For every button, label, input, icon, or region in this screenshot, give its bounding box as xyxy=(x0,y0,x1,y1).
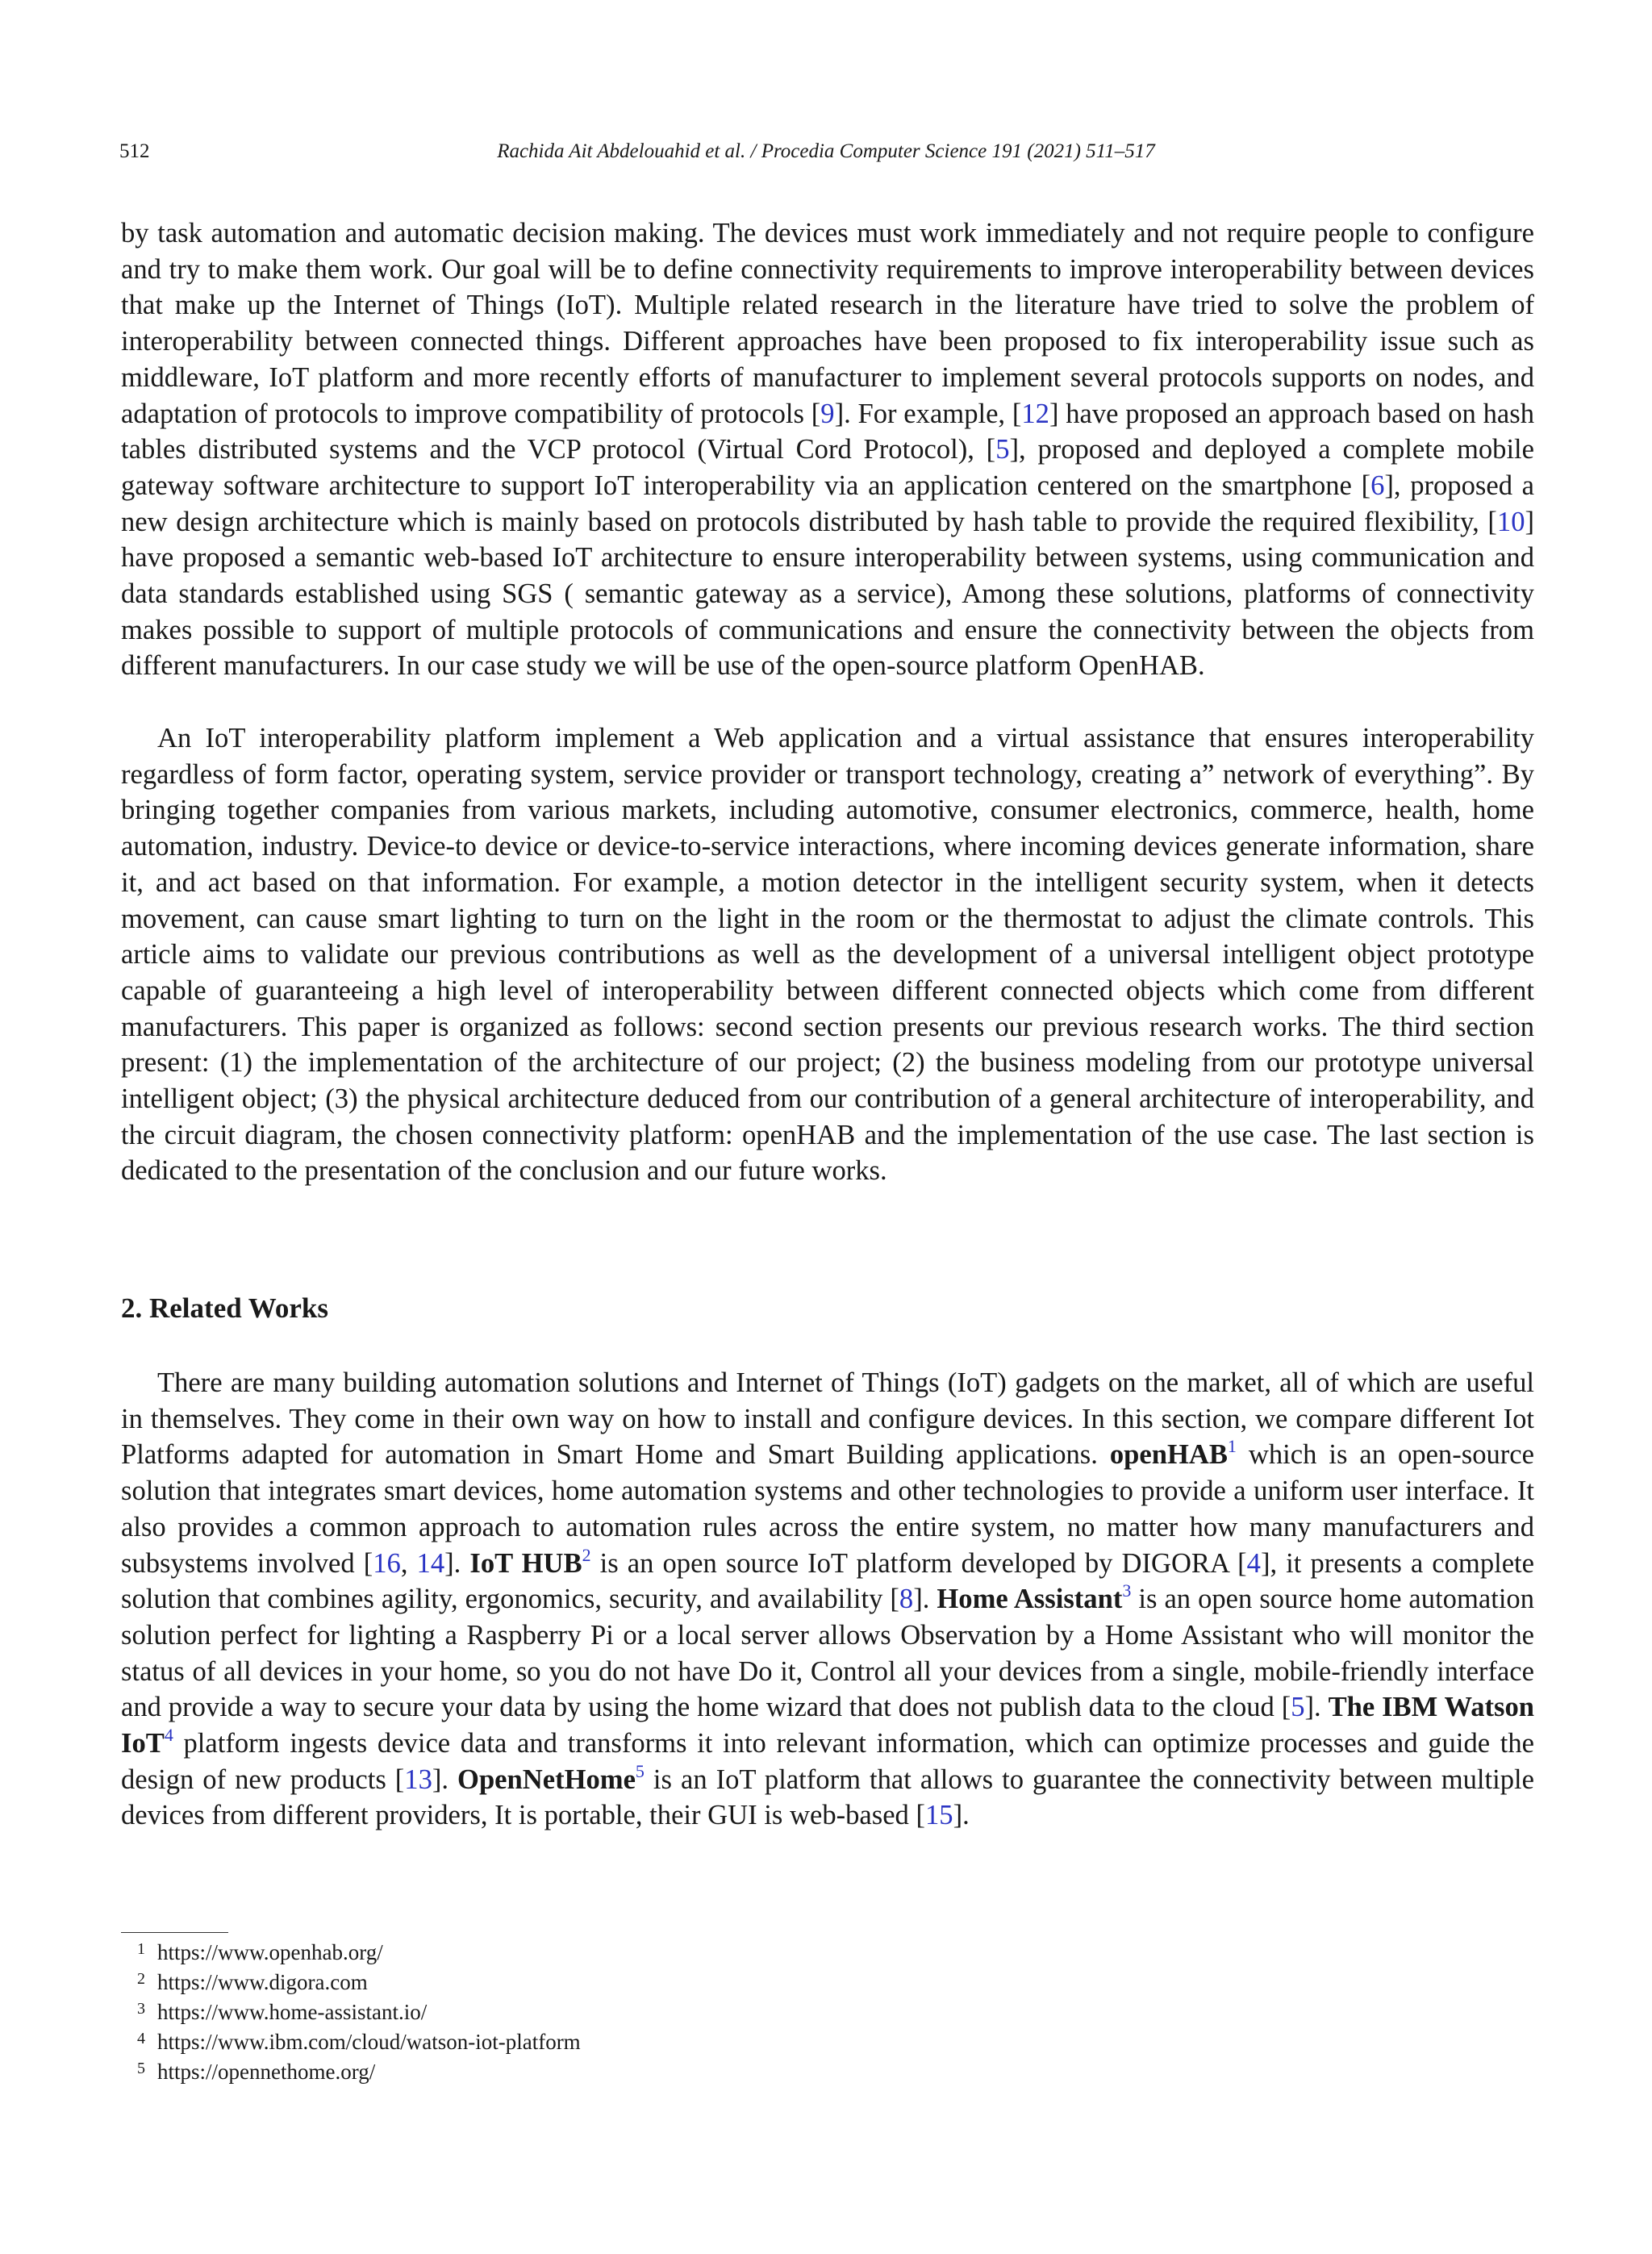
section-heading: 2. Related Works xyxy=(121,1292,328,1324)
platform-name: IoT HUB xyxy=(469,1547,582,1579)
footnote-number: 3 xyxy=(137,2000,145,2018)
footnote-number: 2 xyxy=(137,1970,145,1988)
footnote-url[interactable]: https://www.ibm.com/cloud/watson-iot-platform xyxy=(157,2030,581,2054)
text-span: ] have proposed a semantic web-based IoT architecture to ensure interoperability between systems, using communication and data standards established using SGS ( semantic gateway as a service), Among these solutions, platforms of connectivity makes possible to support of multiple protocols of communications and ensure the connectivity between the objects from different manufacturers. In our case study we will be use of the open-source platform OpenHAB. xyxy=(121,506,1534,682)
platform-name: The IBM Watson IoT xyxy=(121,1692,1534,1759)
footnote-item xyxy=(121,1997,1089,2027)
text-span: ]. For example, [ xyxy=(834,398,1022,429)
footnote-item xyxy=(121,1968,1089,1997)
footnote-item xyxy=(121,2057,1089,2087)
text-span: There are many building automation solutions and Internet of Things (IoT) gadgets on the market, all of which are useful in themselves. They come in their own way on how to install and configure devices. In this section, we compare different Iot Platforms adapted for automation in Smart Home and Smart Building applications. xyxy=(121,1367,1534,1471)
text-span: ]. xyxy=(913,1584,937,1615)
footnote-item xyxy=(121,2027,1089,2057)
text-span: is an open source IoT platform developed by DIGORA [ xyxy=(590,1547,1247,1579)
platform-name: OpenNetHome xyxy=(457,1764,636,1795)
footnote-marker[interactable]: 3 xyxy=(1122,1580,1132,1601)
citation-link[interactable]: 12 xyxy=(1021,398,1049,429)
body-paragraph-2 xyxy=(121,720,1534,1189)
footnote-url[interactable]: https://opennethome.org/ xyxy=(157,2060,376,2084)
footnotes-list xyxy=(121,1938,1089,2087)
header-citation: Rachida Ait Abdelouahid et al. / Procedia Computer Science 191 (2021) 511–517 xyxy=(497,140,1155,162)
running-head xyxy=(119,136,1533,168)
text-span: ]. xyxy=(432,1764,458,1795)
text-span: which is an open-source solution that integrates smart devices, home automation systems and other technologies to provide a uniform user interface. It also provides a common approach to automation rules across the entire system, no matter how many manufacturers and subsystems involved [ xyxy=(121,1439,1534,1579)
body-paragraph-1 xyxy=(121,215,1534,684)
citation-link[interactable]: 6 xyxy=(1370,470,1385,501)
citation-link[interactable]: 15 xyxy=(925,1800,953,1831)
footnote-number: 1 xyxy=(137,1940,145,1958)
text-span: ]. xyxy=(953,1800,970,1831)
citation-link[interactable]: 13 xyxy=(404,1764,432,1795)
footnote-number: 4 xyxy=(137,2030,145,2047)
footnote-url[interactable]: https://www.openhab.org/ xyxy=(157,1940,383,1964)
citation-link[interactable]: 9 xyxy=(820,398,835,429)
citation-link[interactable]: 5 xyxy=(995,434,1010,465)
citation-link[interactable]: 16 xyxy=(373,1547,401,1579)
paragraph-text: An IoT interoperability platform implement a Web application and a virtual assistance that ensures interoperability regardless of form factor, operating system, service provider or transport technology, creating a” network of everything”. By bringing together companies from various markets, including automotive, consumer electronics, commerce, health, home automation, industry. Device-to device or device-to-service interactions, where incoming devices generate information, share it, and act based on that information. For example, a motion detector in the intelligent security system, when it detects movement, can cause smart lighting to turn on the light in the room or the thermostat to adjust the climate controls. This article aims to validate our previous contributions as well as the development of a universal intelligent object prototype capable of guaranteeing a high level of interoperability between different connected objects which come from different manufacturers. This paper is organized as follows: second section presents our previous research works. The third section present: (1) the implementation of the architecture of our project; (2) the business modeling from our prototype universal intelligent object; (3) the physical architecture deduced from our contribution of a general architecture of interoperability, and the circuit diagram, the chosen connectivity platform: openHAB and the implementation of the use case. The last section is dedicated to the presentation of the conclusion and our future works. xyxy=(121,723,1534,1187)
footnote-number: 5 xyxy=(137,2060,145,2077)
citation-link[interactable]: 8 xyxy=(899,1584,914,1615)
text-span: platform ingests device data and transforms it into relevant information, which can optimize processes and guide the design of new products [ xyxy=(121,1728,1534,1795)
footnote-marker[interactable]: 4 xyxy=(164,1725,173,1746)
text-span: is an IoT platform that allows to guarantee the connectivity between multiple devices from different providers, It is portable, their GUI is web-based [ xyxy=(121,1764,1534,1831)
footnote-marker[interactable]: 1 xyxy=(1227,1436,1237,1457)
citation-link[interactable]: 10 xyxy=(1496,506,1525,537)
page-number: 512 xyxy=(119,140,150,162)
text-span: ]. xyxy=(444,1547,470,1579)
text-span: ], proposed a new design architecture which is mainly based on protocols distributed by hash table to provide the required flexibility, [ xyxy=(121,470,1534,537)
text-span: is an open source home automation solution perfect for lighting a Raspberry Pi or a local server allows Observation by a Home Assistant who will monitor the status of all devices in your home, so you do not have Do it, Control all your devices from a single, mobile-friendly interface and provide a way to secure your data by using the home wizard that does not publish data to the cloud [ xyxy=(121,1584,1535,1723)
footnote-divider xyxy=(121,1932,228,1933)
citation-link[interactable]: 4 xyxy=(1246,1547,1261,1579)
text-span: ], it presents a complete solution that combines agility, ergonomics, security, and availability [ xyxy=(121,1547,1535,1615)
citation-link[interactable]: 14 xyxy=(416,1547,445,1579)
footnote-marker[interactable]: 5 xyxy=(635,1760,645,1781)
text-span: by task automation and automatic decision making. The devices must work immediately and not require people to configure and try to make them work. Our goal will be to define connectivity requirements to improve interoperability between devices that make up the Internet of Things (IoT). Multiple related research in the literature have tried to solve the problem of interoperability between connected things. Different approaches have been proposed to fix interoperability issue such as middleware, IoT platform and more recently efforts of manufacturer to implement several protocols supports on nodes, and adaptation of protocols to improve compatibility of protocols [ xyxy=(121,218,1534,429)
body-paragraph-3 xyxy=(121,1365,1534,1834)
text-span: ], proposed and deployed a complete mobile gateway software architecture to support IoT interoperability via an application centered on the smartphone [ xyxy=(121,434,1535,501)
footnote-url[interactable]: https://www.digora.com xyxy=(157,1970,368,1994)
platform-name: Home Assistant xyxy=(937,1584,1123,1615)
text-span: , xyxy=(400,1547,417,1579)
platform-name: openHAB xyxy=(1109,1439,1228,1471)
text-span: ] have proposed an approach based on hash tables distributed systems and the VCP protocol (Virtual Cord Protocol), [ xyxy=(121,398,1534,465)
citation-link[interactable]: 5 xyxy=(1291,1692,1305,1723)
footnote-item xyxy=(121,1938,1089,1968)
footnote-marker[interactable]: 2 xyxy=(582,1544,591,1565)
text-span: ]. xyxy=(1304,1692,1329,1723)
footnote-url[interactable]: https://www.home-assistant.io/ xyxy=(157,2000,428,2024)
